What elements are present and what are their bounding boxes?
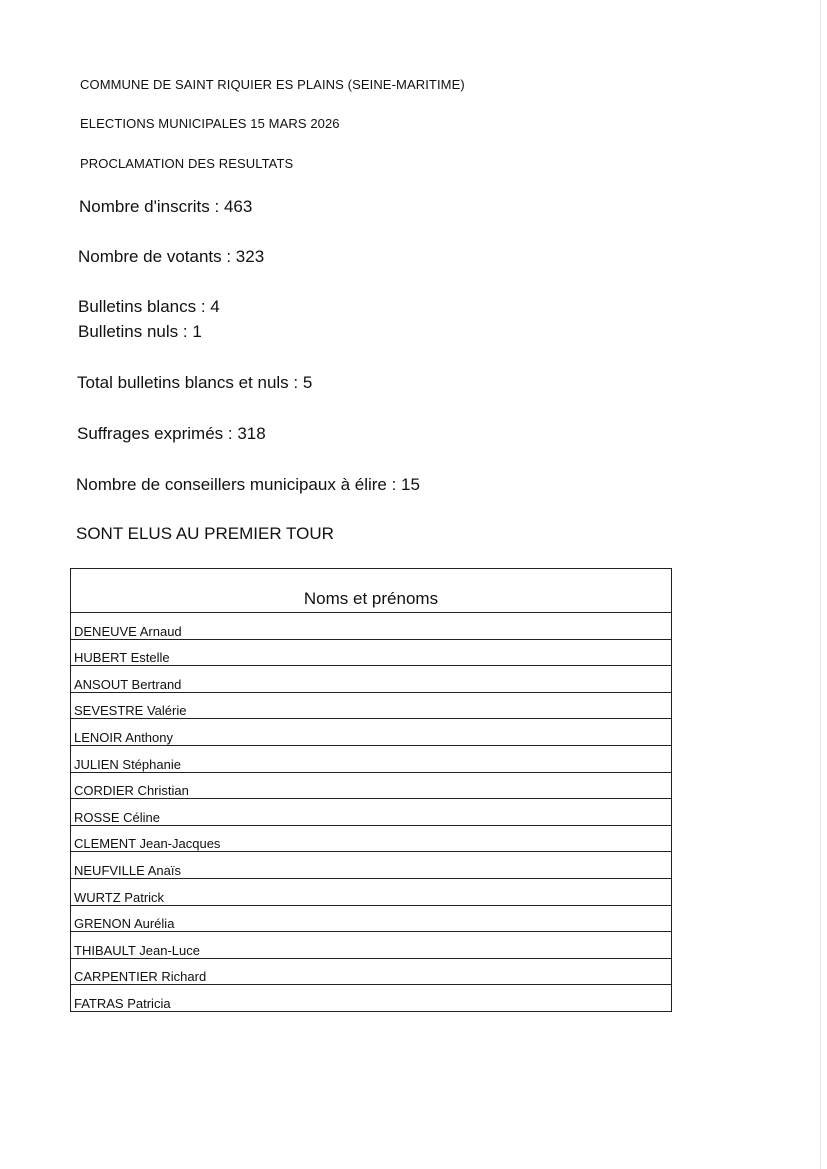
table-row [71, 613, 672, 640]
elu-name: WURTZ Patrick [71, 878, 672, 905]
elu-name: JULIEN Stéphanie [71, 745, 672, 772]
table-row [71, 852, 672, 879]
nuls-count: Bulletins nuls : 1 [78, 322, 202, 341]
inscrits-count: Nombre d'inscrits : 463 [79, 197, 253, 216]
table-header-row [71, 569, 672, 613]
votants-count: Nombre de votants : 323 [78, 247, 265, 266]
total-blancs-nuls-count: Total bulletins blancs et nuls : 5 [77, 373, 313, 392]
elections-heading: ELECTIONS MUNICIPALES 15 MARS 2026 [80, 116, 340, 131]
table-row [71, 745, 672, 772]
elu-name: ROSSE Céline [71, 799, 672, 826]
table-row [71, 905, 672, 932]
table-row [71, 772, 672, 799]
table-row [71, 666, 672, 693]
elu-name: GRENON Aurélia [71, 905, 672, 932]
page-edge-line [820, 0, 821, 1169]
elu-name: THIBAULT Jean-Luce [71, 932, 672, 959]
elu-name: SEVESTRE Valérie [71, 692, 672, 719]
table-row [71, 878, 672, 905]
table-row [71, 799, 672, 826]
conseillers-a-elire-count: Nombre de conseillers municipaux à élire : 15 [76, 475, 420, 494]
elu-name: HUBERT Estelle [71, 639, 672, 666]
table-row [71, 719, 672, 746]
table-row [71, 932, 672, 959]
proclamation-heading: PROCLAMATION DES RESULTATS [80, 156, 294, 171]
elu-name: LENOIR Anthony [71, 719, 672, 746]
table-row [71, 639, 672, 666]
elus-section-title: SONT ELUS AU PREMIER TOUR [76, 524, 334, 543]
elu-name: CORDIER Christian [71, 772, 672, 799]
commune-heading: COMMUNE DE SAINT RIQUIER ES PLAINS (SEINE-MARITIME) [80, 77, 465, 92]
elu-name: NEUFVILLE Anaïs [71, 852, 672, 879]
elu-name: FATRAS Patricia [71, 985, 672, 1012]
table-row [71, 985, 672, 1012]
elu-name: DENEUVE Arnaud [71, 613, 672, 640]
elu-name: ANSOUT Bertrand [71, 666, 672, 693]
elus-table [70, 568, 672, 1012]
table-row [71, 958, 672, 985]
table-row [71, 825, 672, 852]
suffrages-exprimes-count: Suffrages exprimés : 318 [77, 424, 266, 443]
elu-name: CLEMENT Jean-Jacques [71, 825, 672, 852]
table-row [71, 692, 672, 719]
blancs-count: Bulletins blancs : 4 [78, 297, 220, 316]
elu-name: CARPENTIER Richard [71, 958, 672, 985]
table-header-noms: Noms et prénoms [71, 569, 672, 613]
